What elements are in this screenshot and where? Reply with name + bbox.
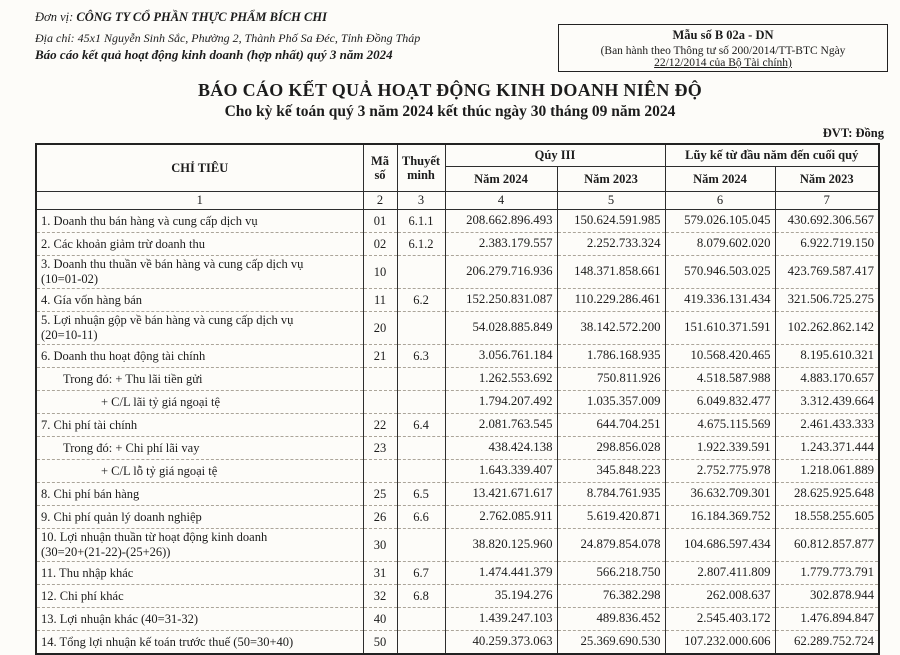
table-row bbox=[36, 529, 879, 562]
cell-q3-2023: 644.704.251 bbox=[557, 414, 665, 437]
cell-q3-2023: 2.252.733.324 bbox=[557, 233, 665, 256]
cell-thuyet-minh: 6.7 bbox=[397, 562, 445, 585]
cell-q3-2024: 2.383.179.557 bbox=[445, 233, 557, 256]
cell-q3-2024: 2.081.763.545 bbox=[445, 414, 557, 437]
cell-q3-2024: 206.279.716.936 bbox=[445, 256, 557, 289]
table-row bbox=[36, 233, 879, 256]
cell-ma-so: 20 bbox=[363, 312, 397, 345]
cell-thuyet-minh bbox=[397, 391, 445, 414]
row-label: 11. Thu nhập khác bbox=[36, 562, 363, 585]
table-row bbox=[36, 437, 879, 460]
cell-ytd-2023: 1.243.371.444 bbox=[775, 437, 879, 460]
cell-thuyet-minh bbox=[397, 529, 445, 562]
cell-ma-so: 30 bbox=[363, 529, 397, 562]
cell-q3-2024: 208.662.896.493 bbox=[445, 210, 557, 233]
cell-ma-so: 50 bbox=[363, 631, 397, 655]
table-row bbox=[36, 391, 879, 414]
row-label: 9. Chi phí quản lý doanh nghiệp bbox=[36, 506, 363, 529]
cell-ytd-2024: 419.336.131.434 bbox=[665, 289, 775, 312]
col-header-y-2023: Năm 2023 bbox=[775, 167, 879, 192]
cell-q3-2024: 35.194.276 bbox=[445, 585, 557, 608]
form-number: Mẫu số B 02a - DN bbox=[672, 28, 774, 42]
cell-q3-2024: 40.259.373.063 bbox=[445, 631, 557, 655]
cell-thuyet-minh bbox=[397, 460, 445, 483]
cell-thuyet-minh bbox=[397, 368, 445, 391]
cell-ytd-2024: 262.008.637 bbox=[665, 585, 775, 608]
cell-ma-so: 11 bbox=[363, 289, 397, 312]
unit-prefix: Đơn vị: bbox=[35, 10, 74, 24]
cell-thuyet-minh: 6.8 bbox=[397, 585, 445, 608]
table-row bbox=[36, 460, 879, 483]
company-line bbox=[35, 10, 555, 25]
row-label: 3. Doanh thu thuần về bán hàng và cung cấp dịch vụ (10=01-02) bbox=[36, 256, 363, 289]
cell-ytd-2024: 1.922.339.591 bbox=[665, 437, 775, 460]
cell-ytd-2024: 2.545.403.172 bbox=[665, 608, 775, 631]
table-header bbox=[36, 144, 879, 210]
table-row bbox=[36, 562, 879, 585]
cell-thuyet-minh bbox=[397, 437, 445, 460]
row-label: 1. Doanh thu bán hàng và cung cấp dịch vụ bbox=[36, 210, 363, 233]
row-label: Trong đó: + Thu lãi tiền gửi bbox=[36, 368, 363, 391]
cell-ytd-2023: 62.289.752.724 bbox=[775, 631, 879, 655]
table-row bbox=[36, 585, 879, 608]
cell-ma-so: 32 bbox=[363, 585, 397, 608]
cell-thuyet-minh: 6.3 bbox=[397, 345, 445, 368]
row-label: 13. Lợi nhuận khác (40=31-32) bbox=[36, 608, 363, 631]
cell-ytd-2023: 28.625.925.648 bbox=[775, 483, 879, 506]
cell-thuyet-minh: 6.1.1 bbox=[397, 210, 445, 233]
cell-ytd-2024: 36.632.709.301 bbox=[665, 483, 775, 506]
cell-q3-2024: 1.262.553.692 bbox=[445, 368, 557, 391]
cell-ma-so: 31 bbox=[363, 562, 397, 585]
form-circular-line: (Ban hành theo Thông tư số 200/2014/TT-BTC Ngày bbox=[600, 45, 846, 57]
cell-q3-2023: 298.856.028 bbox=[557, 437, 665, 460]
cell-ma-so: 25 bbox=[363, 483, 397, 506]
cell-ma-so bbox=[363, 460, 397, 483]
table-body bbox=[36, 210, 879, 655]
col-group-ytd: Lũy kế từ đầu năm đến cuối quý bbox=[665, 144, 879, 167]
cell-thuyet-minh: 6.6 bbox=[397, 506, 445, 529]
row-label: 7. Chi phí tài chính bbox=[36, 414, 363, 437]
table-row bbox=[36, 631, 879, 655]
cell-q3-2023: 110.229.286.461 bbox=[557, 289, 665, 312]
cell-q3-2024: 1.474.441.379 bbox=[445, 562, 557, 585]
cell-q3-2024: 54.028.885.849 bbox=[445, 312, 557, 345]
cell-ytd-2023: 2.461.433.333 bbox=[775, 414, 879, 437]
cell-q3-2024: 38.820.125.960 bbox=[445, 529, 557, 562]
cell-ytd-2024: 107.232.000.606 bbox=[665, 631, 775, 655]
report-line: Báo cáo kết quả hoạt động kinh doanh (hợp nhất) quý 3 năm 2024 bbox=[35, 47, 393, 62]
cell-q3-2023: 76.382.298 bbox=[557, 585, 665, 608]
cell-q3-2024: 1.643.339.407 bbox=[445, 460, 557, 483]
cell-q3-2023: 345.848.223 bbox=[557, 460, 665, 483]
cell-thuyet-minh: 6.5 bbox=[397, 483, 445, 506]
cell-ytd-2023: 1.476.894.847 bbox=[775, 608, 879, 631]
col-number-1: 1 bbox=[36, 192, 363, 210]
cell-thuyet-minh bbox=[397, 631, 445, 655]
row-label: 8. Chi phí bán hàng bbox=[36, 483, 363, 506]
table-row bbox=[36, 414, 879, 437]
cell-ytd-2023: 302.878.944 bbox=[775, 585, 879, 608]
cell-q3-2023: 8.784.761.935 bbox=[557, 483, 665, 506]
col-number-3: 3 bbox=[397, 192, 445, 210]
cell-ma-so: 10 bbox=[363, 256, 397, 289]
cell-q3-2023: 148.371.858.661 bbox=[557, 256, 665, 289]
cell-ma-so bbox=[363, 368, 397, 391]
cell-q3-2024: 1.439.247.103 bbox=[445, 608, 557, 631]
cell-q3-2023: 1.035.357.009 bbox=[557, 391, 665, 414]
address-line: Địa chỉ: 45x1 Nguyễn Sinh Sắc, Phường 2, Thành Phố Sa Đéc, Tỉnh Đồng Tháp bbox=[35, 31, 421, 45]
document-header-left bbox=[35, 10, 555, 63]
cell-ma-so: 22 bbox=[363, 414, 397, 437]
cell-ytd-2023: 60.812.857.877 bbox=[775, 529, 879, 562]
col-number-4: 4 bbox=[445, 192, 557, 210]
col-header-y-2024: Năm 2024 bbox=[665, 167, 775, 192]
row-label: 5. Lợi nhuận gộp về bán hàng và cung cấp dịch vụ (20=10-11) bbox=[36, 312, 363, 345]
cell-q3-2024: 152.250.831.087 bbox=[445, 289, 557, 312]
table-row bbox=[36, 289, 879, 312]
cell-q3-2024: 438.424.138 bbox=[445, 437, 557, 460]
table-row bbox=[36, 506, 879, 529]
cell-thuyet-minh bbox=[397, 312, 445, 345]
cell-ytd-2023: 423.769.587.417 bbox=[775, 256, 879, 289]
table-row bbox=[36, 368, 879, 391]
cell-ma-so: 40 bbox=[363, 608, 397, 631]
cell-ma-so: 02 bbox=[363, 233, 397, 256]
cell-ma-so: 21 bbox=[363, 345, 397, 368]
col-number-2: 2 bbox=[363, 192, 397, 210]
cell-ytd-2024: 4.675.115.569 bbox=[665, 414, 775, 437]
cell-q3-2023: 489.836.452 bbox=[557, 608, 665, 631]
unit-note: ĐVT: Đồng bbox=[822, 126, 884, 140]
col-group-quarter: Qúy III bbox=[445, 144, 665, 167]
cell-ytd-2023: 4.883.170.657 bbox=[775, 368, 879, 391]
col-header-q-2024: Năm 2024 bbox=[445, 167, 557, 192]
cell-ytd-2024: 16.184.369.752 bbox=[665, 506, 775, 529]
row-label: 2. Các khoản giảm trừ doanh thu bbox=[36, 233, 363, 256]
cell-ytd-2024: 104.686.597.434 bbox=[665, 529, 775, 562]
cell-ytd-2023: 430.692.306.567 bbox=[775, 210, 879, 233]
cell-ma-so bbox=[363, 391, 397, 414]
col-header-ma-so: Mã số bbox=[363, 144, 397, 192]
table-row bbox=[36, 608, 879, 631]
cell-q3-2024: 2.762.085.911 bbox=[445, 506, 557, 529]
cell-ytd-2024: 2.807.411.809 bbox=[665, 562, 775, 585]
cell-ytd-2024: 4.518.587.988 bbox=[665, 368, 775, 391]
cell-q3-2023: 150.624.591.985 bbox=[557, 210, 665, 233]
income-statement-table bbox=[35, 143, 880, 655]
row-label: 14. Tổng lợi nhuận kế toán trước thuế (50=30+40) bbox=[36, 631, 363, 655]
row-label: Trong đó: + Chi phí lãi vay bbox=[36, 437, 363, 460]
cell-ytd-2024: 10.568.420.465 bbox=[665, 345, 775, 368]
company-name: CÔNG TY CỔ PHẦN THỰC PHẨM BÍCH CHI bbox=[76, 10, 327, 24]
row-label: 4. Gía vốn hàng bán bbox=[36, 289, 363, 312]
col-number-5: 5 bbox=[557, 192, 665, 210]
page-subtitle: Cho kỳ kế toán quý 3 năm 2024 kết thúc ngày 30 tháng 09 năm 2024 bbox=[224, 103, 676, 120]
cell-q3-2024: 13.421.671.617 bbox=[445, 483, 557, 506]
cell-ytd-2023: 8.195.610.321 bbox=[775, 345, 879, 368]
cell-q3-2024: 3.056.761.184 bbox=[445, 345, 557, 368]
cell-ytd-2023: 18.558.255.605 bbox=[775, 506, 879, 529]
row-label: 10. Lợi nhuận thuần từ hoạt động kinh doanh (30=20+(21-22)-(25+26)) bbox=[36, 529, 363, 562]
col-header-thuyet-minh: Thuyết minh bbox=[397, 144, 445, 192]
cell-ytd-2023: 3.312.439.664 bbox=[775, 391, 879, 414]
cell-q3-2023: 24.879.854.078 bbox=[557, 529, 665, 562]
table-row bbox=[36, 256, 879, 289]
cell-ytd-2023: 102.262.862.142 bbox=[775, 312, 879, 345]
page-title: BÁO CÁO KẾT QUẢ HOẠT ĐỘNG KINH DOANH NIÊN ĐỘ bbox=[197, 80, 703, 100]
cell-ytd-2024: 579.026.105.045 bbox=[665, 210, 775, 233]
row-label: 12. Chi phí khác bbox=[36, 585, 363, 608]
row-label: 6. Doanh thu hoạt động tài chính bbox=[36, 345, 363, 368]
col-number-7: 7 bbox=[775, 192, 879, 210]
cell-ytd-2024: 2.752.775.978 bbox=[665, 460, 775, 483]
cell-thuyet-minh: 6.1.2 bbox=[397, 233, 445, 256]
cell-thuyet-minh: 6.2 bbox=[397, 289, 445, 312]
cell-ytd-2024: 570.946.503.025 bbox=[665, 256, 775, 289]
cell-q3-2023: 1.786.168.935 bbox=[557, 345, 665, 368]
cell-ytd-2024: 8.079.602.020 bbox=[665, 233, 775, 256]
cell-q3-2023: 750.811.926 bbox=[557, 368, 665, 391]
cell-thuyet-minh bbox=[397, 608, 445, 631]
table-row bbox=[36, 312, 879, 345]
table-row bbox=[36, 345, 879, 368]
cell-ytd-2023: 1.218.061.889 bbox=[775, 460, 879, 483]
cell-ma-so: 01 bbox=[363, 210, 397, 233]
table-row bbox=[36, 483, 879, 506]
row-label: + C/L lãi tỷ giá ngoại tệ bbox=[36, 391, 363, 414]
form-date-line: 22/12/2014 của Bộ Tài chính) bbox=[654, 57, 792, 69]
cell-q3-2024: 1.794.207.492 bbox=[445, 391, 557, 414]
cell-ytd-2023: 1.779.773.791 bbox=[775, 562, 879, 585]
cell-ma-so: 26 bbox=[363, 506, 397, 529]
cell-thuyet-minh: 6.4 bbox=[397, 414, 445, 437]
row-label: + C/L lỗ tỷ giá ngoại tệ bbox=[36, 460, 363, 483]
cell-ytd-2023: 6.922.719.150 bbox=[775, 233, 879, 256]
col-header-chi-tieu: CHỈ TIÊU bbox=[36, 144, 363, 192]
table-row bbox=[36, 210, 879, 233]
cell-ma-so: 23 bbox=[363, 437, 397, 460]
cell-thuyet-minh bbox=[397, 256, 445, 289]
cell-ytd-2024: 6.049.832.477 bbox=[665, 391, 775, 414]
cell-q3-2023: 38.142.572.200 bbox=[557, 312, 665, 345]
cell-ytd-2023: 321.506.725.275 bbox=[775, 289, 879, 312]
cell-ytd-2024: 151.610.371.591 bbox=[665, 312, 775, 345]
cell-q3-2023: 566.218.750 bbox=[557, 562, 665, 585]
cell-q3-2023: 25.369.690.530 bbox=[557, 631, 665, 655]
col-header-q-2023: Năm 2023 bbox=[557, 167, 665, 192]
cell-q3-2023: 5.619.420.871 bbox=[557, 506, 665, 529]
col-number-6: 6 bbox=[665, 192, 775, 210]
form-number-box bbox=[558, 24, 888, 72]
